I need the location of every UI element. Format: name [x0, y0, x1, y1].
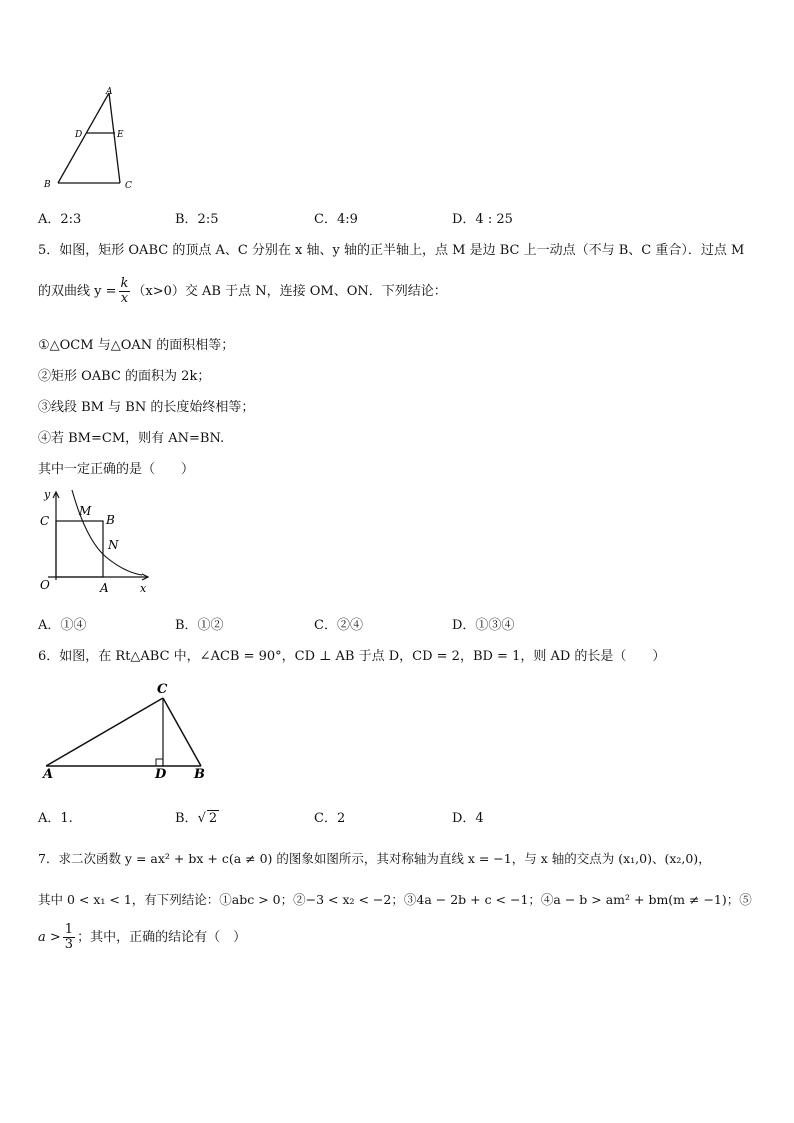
- sqrt-icon: √: [197, 811, 206, 826]
- q6-option-d: D．4: [452, 811, 484, 826]
- q4-option-c: C．4:9: [314, 212, 358, 227]
- q6-option-b-radicand: 2: [208, 811, 218, 826]
- q6-option-c: C．2: [314, 811, 346, 826]
- q6-label-d: D: [155, 767, 167, 780]
- q7-stem-line3-post: ；其中，正确的结论有（ ）: [77, 930, 247, 945]
- q5-option-b: B．①②: [175, 618, 224, 633]
- q6-option-b: [175, 807, 219, 826]
- q4-option-d: D．4 : 25: [452, 212, 513, 227]
- q4-label-a: A: [106, 87, 113, 97]
- q5-frac-num: k: [120, 276, 129, 291]
- q5-label-n: N: [108, 538, 119, 552]
- q7-stem-line1: 7．求二次函数 y = ax² + bx + c(a ≠ 0) 的图象如图所示，其对称轴为直线 x = −1，与 x 轴的交点为 (x₁,0)、(x₂,0)，: [38, 851, 711, 866]
- q6-stem: 6．如图，在 Rt△ABC 中，∠ACB = 90°，CD ⊥ AB 于点 D，CD = 2，BD = 1，则 AD 的长是（ ）: [38, 649, 666, 664]
- q5-option-a: A．①④: [38, 618, 87, 633]
- q4-label-d: D: [75, 130, 83, 140]
- q5-label-o: O: [40, 578, 50, 592]
- q6-label-b: B: [194, 767, 205, 780]
- q4-label-e: E: [117, 130, 124, 140]
- q5-option-d: D．①③④: [452, 618, 515, 633]
- q5-conclusion-4: ④若 BM=CM，则有 AN=BN.: [38, 431, 225, 446]
- q6-triangle-figure: [38, 680, 218, 780]
- q7-stem-line3: [38, 923, 246, 952]
- q5-fraction: [119, 277, 131, 306]
- q4-option-b: B．2:5: [175, 212, 219, 227]
- q5-conclusion-3: ③线段 BM 与 BN 的长度始终相等；: [38, 400, 255, 415]
- q5-stem-line1: 5．如图，矩形 OABC 的顶点 A、C 分别在 x 轴、y 轴的正半轴上，点 M 是边 BC 上一动点（不与 B、C 重合）．过点 M: [38, 243, 745, 258]
- q4-label-c: C: [125, 181, 132, 191]
- q5-option-c: C．②④: [314, 618, 363, 633]
- q5-frac-den: x: [120, 291, 129, 306]
- q6-option-b-prefix: B．: [175, 811, 198, 826]
- q7-frac-den: 3: [64, 937, 74, 952]
- q4-option-a: A．2:3: [38, 212, 82, 227]
- q5-conclusion-1: ①△OCM 与△OAN 的面积相等；: [38, 338, 235, 353]
- q5-stem-line2: [38, 277, 447, 306]
- q5-stem-line2-pre: 的双曲线 y =: [38, 284, 117, 299]
- q7-stem-line3-pre: a >: [38, 930, 61, 945]
- q7-frac-num: 1: [64, 922, 74, 937]
- q6-label-c: C: [157, 682, 168, 697]
- q5-label-c: C: [40, 514, 50, 528]
- q6-label-a: A: [43, 767, 54, 780]
- q7-fraction: [63, 923, 75, 952]
- q7-stem-line2: 其中 0 < x₁ < 1，有下列结论：①abc > 0；②−3 < x₂ < −2；③4a − 2b + c < −1；④a − b > am² + bm(m ≠ −1)；⑤: [38, 892, 752, 907]
- q5-label-b: B: [106, 513, 115, 527]
- q5-stem-line2-post: （x>0）交 AB 于点 N，连接 OM、ON．下列结论：: [132, 284, 447, 299]
- q5-label-a: A: [100, 581, 109, 595]
- q5-label-y: y: [44, 488, 51, 501]
- q5-conclusion-2: ②矩形 OABC 的面积为 2k；: [38, 369, 211, 384]
- q6-option-a: A．1.: [38, 811, 73, 826]
- q5-graph-figure: [36, 485, 156, 597]
- q5-label-m: M: [79, 504, 92, 518]
- q5-label-x: x: [140, 582, 147, 595]
- q4-triangle-figure: [38, 82, 148, 194]
- q5-question: 其中一定正确的是（ ）: [38, 462, 195, 477]
- q4-label-b: B: [44, 180, 51, 190]
